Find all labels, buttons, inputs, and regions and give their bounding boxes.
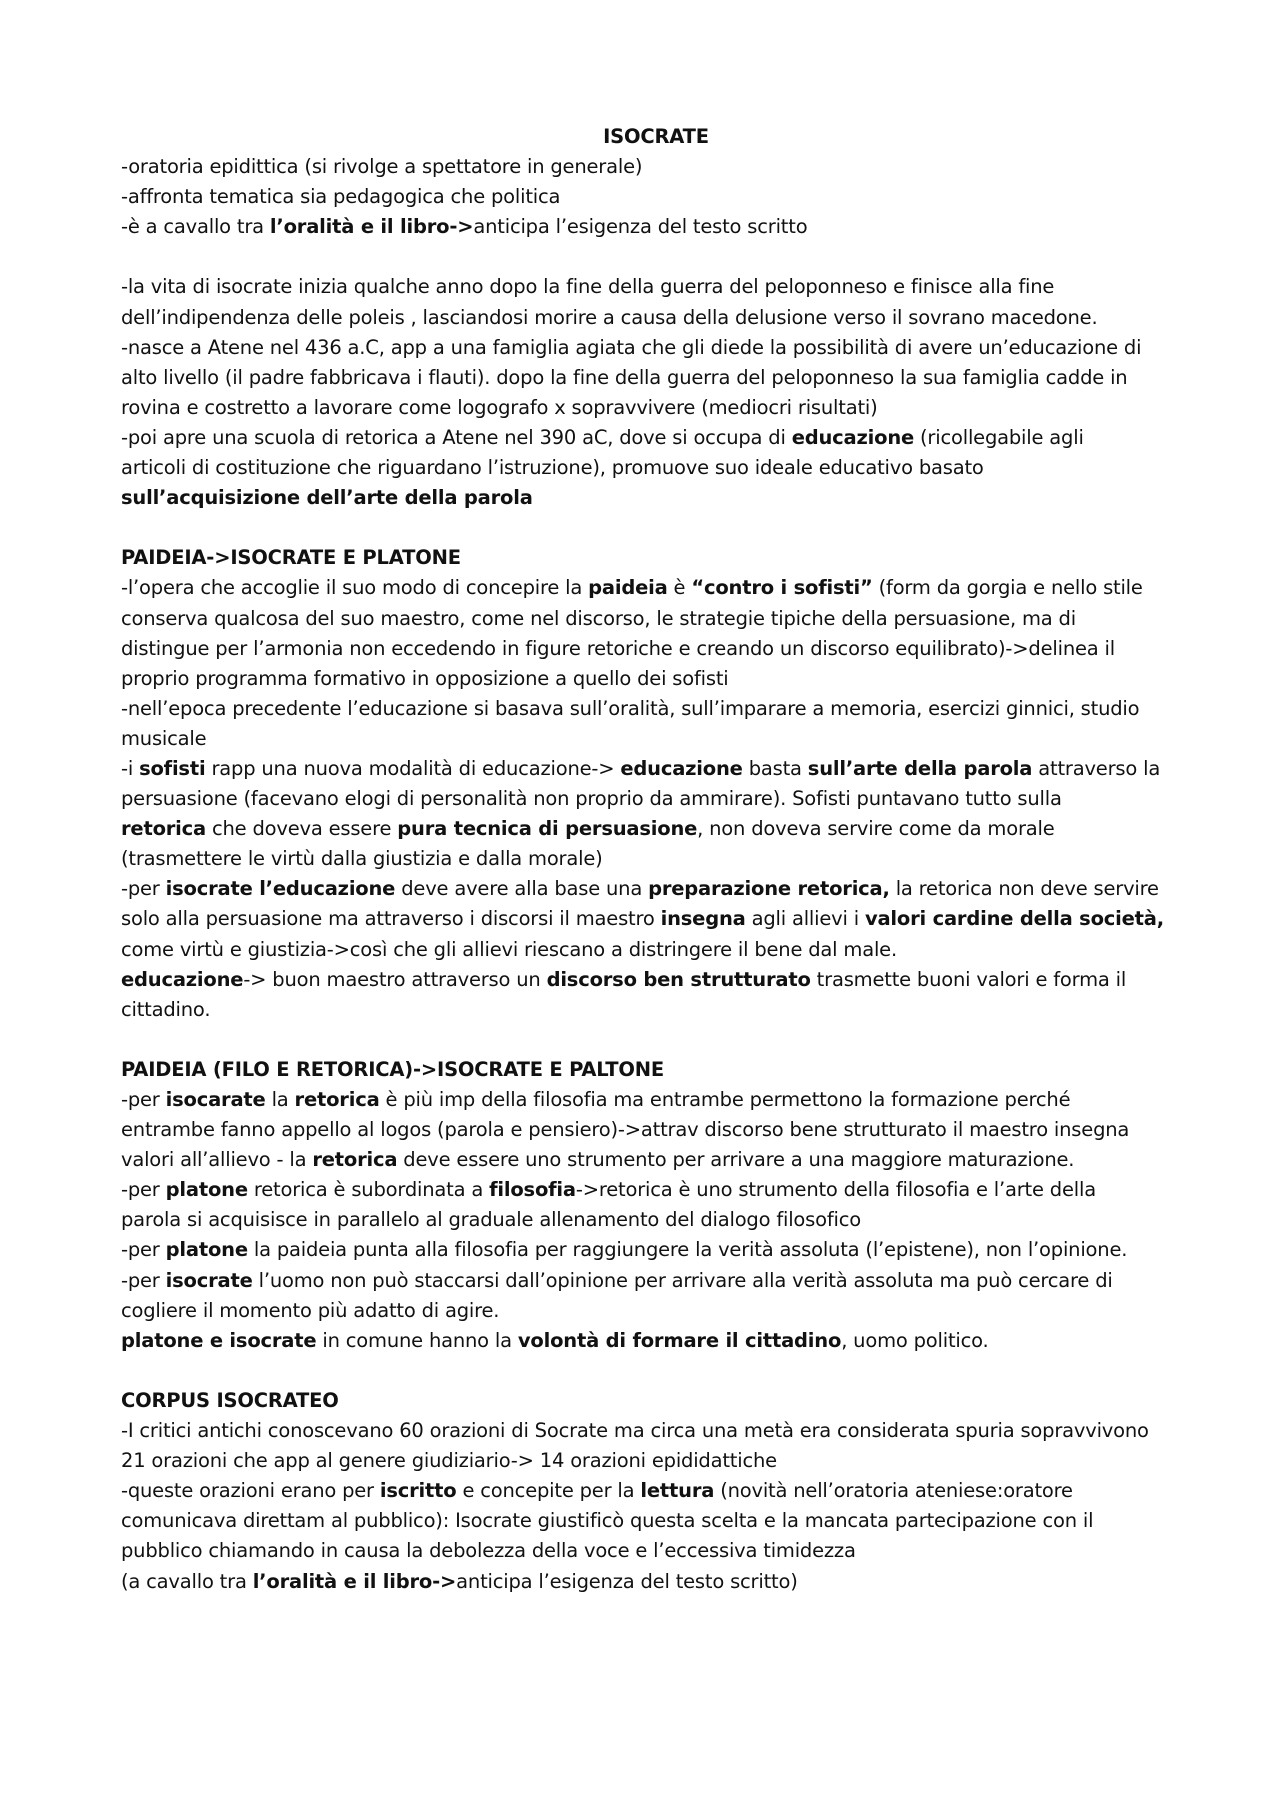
text-segment: la paideia punta alla filosofia per raggiungere la verità assoluta (l’epistene), non l’opinione. [247, 1238, 1128, 1262]
text-segment: è più imp della filosofia ma entrambe permettono la formazione perché [379, 1088, 1071, 1111]
text-segment: -per [121, 1088, 166, 1111]
text-segment: rovina e costretto a lavorare come logografo x sopravvivere (mediocri risultati) [121, 395, 878, 419]
text-segment: la [265, 1088, 295, 1111]
text-line [121, 814, 1191, 844]
text-segment: -è a cavallo tra [121, 215, 270, 239]
text-segment: (trasmettere le virtù dalla giustizia e dalla morale) [121, 847, 603, 871]
text-segment: (a cavallo tra [121, 1569, 253, 1593]
bold-text: filosofia [489, 1178, 576, 1202]
text-line [121, 1085, 1191, 1115]
text-line [121, 363, 1191, 393]
bold-text: sull’acquisizione dell’arte della parola [121, 486, 533, 510]
text-segment: conserva qualcosa del suo maestro, come nel discorso, le strategie tipiche della persuasione, ma di [121, 606, 1076, 630]
text-line [121, 874, 1191, 904]
bold-text: preparazione retorica, [648, 877, 890, 901]
bold-text: platone [165, 1178, 248, 1202]
bold-text: PAIDEIA->ISOCRATE E PLATONE [121, 546, 461, 570]
text-segment: -nasce a Atene nel 436 a.C, app a una famiglia agiata che gli diede la possibilità di avere un’educazione di [121, 335, 1142, 359]
text-line [121, 995, 1191, 1025]
text-segment: (form da gorgia e nello stile [872, 576, 1143, 600]
text-line [121, 1326, 1191, 1356]
text-line [121, 935, 1191, 965]
text-segment: valori all’allievo - la [121, 1148, 313, 1172]
section-heading [121, 1055, 1191, 1085]
bold-text: platone e isocrate [121, 1328, 317, 1352]
text-line [121, 694, 1191, 724]
text-line [121, 1296, 1191, 1326]
text-segment: deve avere alla base una [395, 877, 649, 901]
text-segment: -affronta tematica sia pedagogica che politica [121, 185, 561, 209]
text-line [121, 1567, 1191, 1597]
document-page [121, 122, 1191, 1597]
bold-text: l’oralità e il libro-> [252, 1569, 457, 1593]
bold-text: iscritto [379, 1479, 457, 1503]
text-line [121, 1145, 1191, 1175]
text-segment: in comune hanno la [316, 1328, 518, 1352]
text-segment: distingue per l’armonia non eccedendo in figure retoriche e creando un discorso equilibrato)->delinea il [121, 636, 1115, 660]
text-line [121, 1115, 1191, 1145]
paragraph-gap [121, 513, 1191, 543]
text-segment: attraverso la [1032, 756, 1161, 780]
text-line [121, 844, 1191, 874]
text-line [121, 634, 1191, 664]
text-segment: (ricollegabile agli [914, 425, 1084, 449]
text-segment: la retorica non deve servire [889, 877, 1159, 901]
text-segment: -per [121, 1268, 166, 1292]
text-line [121, 1536, 1191, 1566]
bold-text: volontà di formare il cittadino [517, 1328, 842, 1352]
text-segment: -i [121, 756, 140, 780]
text-segment: -poi apre una scuola di retorica a Atene nel 390 aC, dove si occupa di [121, 425, 792, 449]
text-line [121, 724, 1191, 754]
bold-text: retorica [294, 1088, 380, 1111]
text-segment: musicale [121, 726, 207, 750]
text-segment: che doveva essere [205, 817, 398, 841]
text-segment: pubblico chiamando in causa la debolezza della voce e l’eccessiva timidezza [121, 1539, 856, 1563]
text-segment: agli allievi i [745, 907, 865, 931]
text-line [121, 604, 1191, 634]
text-line [121, 1506, 1191, 1536]
section-heading [121, 1386, 1191, 1416]
bold-text: educazione [791, 425, 915, 449]
bold-text: l’oralità e il libro-> [269, 215, 474, 239]
text-segment: trasmette buoni valori e forma il [810, 967, 1127, 991]
text-line [121, 573, 1191, 603]
text-line [121, 303, 1191, 333]
text-segment: -per [121, 877, 166, 901]
text-segment: -I critici antichi conoscevano 60 orazioni di Socrate ma circa una metà era considerata spuria sopravvivono [121, 1419, 1149, 1443]
text-segment: -la vita di isocrate inizia qualche anno dopo la fine della guerra del peloponneso e finisce alla fine [121, 275, 1055, 299]
bold-text: educazione [121, 967, 244, 991]
bold-text: CORPUS ISOCRATEO [121, 1388, 339, 1412]
text-line [121, 272, 1191, 302]
bold-text: isocrate [165, 1268, 253, 1292]
bold-text: paideia [588, 576, 668, 600]
text-segment: e concepite per la [456, 1479, 641, 1503]
text-line [121, 664, 1191, 694]
bold-text: insegna [660, 907, 746, 931]
text-segment: rapp una nuova modalità di educazione-> [205, 756, 621, 780]
text-line [121, 393, 1191, 423]
text-line [121, 904, 1191, 934]
bold-text: platone [165, 1238, 248, 1262]
bold-text: sull’arte della parola [807, 756, 1033, 780]
bold-text: retorica [121, 817, 206, 841]
text-segment: è [667, 576, 692, 600]
text-line [121, 965, 1191, 995]
text-segment: , uomo politico. [841, 1328, 989, 1352]
text-segment: dell’indipendenza delle poleis , lasciandosi morire a causa della delusione verso il sovrano macedone. [121, 305, 1098, 329]
text-segment: parola si acquisisce in parallelo al graduale allenamento del dialogo filosofico [121, 1208, 861, 1232]
text-line [121, 1175, 1191, 1205]
text-segment: , non doveva servire come da morale [697, 817, 1055, 841]
text-segment: 21 orazioni che app al genere giudiziario-> 14 orazioni epididattiche [121, 1449, 777, 1473]
text-segment: cittadino. [121, 997, 211, 1021]
text-line [121, 754, 1191, 784]
bold-text: PAIDEIA (FILO E RETORICA)->ISOCRATE E PALTONE [121, 1057, 665, 1081]
text-line [121, 453, 1191, 483]
text-segment: alto livello (il padre fabbricava i flauti). dopo la fine della guerra del peloponneso la sua famiglia cadde in [121, 365, 1128, 389]
text-line [121, 1205, 1191, 1235]
bold-text: discorso ben strutturato [546, 967, 811, 991]
text-line [121, 784, 1191, 814]
paragraph-gap [121, 242, 1191, 272]
text-line [121, 152, 1191, 182]
text-line [121, 182, 1191, 212]
text-segment: solo alla persuasione ma attraverso i discorsi il maestro [121, 907, 661, 931]
text-segment: retorica è subordinata a [247, 1178, 490, 1202]
text-line [121, 1416, 1191, 1446]
bold-text: valori cardine della società, [864, 907, 1164, 931]
text-line [121, 333, 1191, 363]
text-segment: -per [121, 1178, 166, 1202]
text-line [121, 483, 1191, 513]
bold-text: retorica [312, 1148, 398, 1172]
document-title [121, 122, 1191, 152]
paragraph-gap [121, 1356, 1191, 1386]
text-segment: -> buon maestro attraverso un [243, 967, 547, 991]
text-segment: ->retorica è uno strumento della filosofia e l’arte della [575, 1178, 1096, 1202]
text-segment: entrambe fanno appello al logos (parola e pensiero)->attrav discorso bene strutturato il maestro insegna [121, 1118, 1130, 1142]
text-segment: -l’opera che accoglie il suo modo di concepire la [121, 576, 589, 600]
text-segment: proprio programma formativo in opposizione a quello dei sofisti [121, 666, 729, 690]
text-segment: cogliere il momento più adatto di agire. [121, 1298, 500, 1322]
text-segment: persuasione (facevano elogi di personalità non proprio da ammirare). Sofisti puntavano tutto sulla [121, 787, 1062, 811]
text-segment: basta [742, 756, 808, 780]
text-segment: anticipa l’esigenza del testo scritto [473, 215, 808, 239]
text-line [121, 1446, 1191, 1476]
bold-text: educazione [620, 756, 743, 780]
text-line [121, 1235, 1191, 1265]
bold-text: isocarate [165, 1088, 266, 1111]
text-segment: -nell’epoca precedente l’educazione si basava sull’oralità, sull’imparare a memoria, esercizi ginnici, studio [121, 696, 1140, 720]
text-segment: (novità nell’oratoria ateniese:oratore [714, 1479, 1073, 1503]
bold-text: isocrate l’educazione [165, 877, 396, 901]
section-heading [121, 543, 1191, 573]
text-line [121, 1476, 1191, 1506]
text-line [121, 1266, 1191, 1296]
paragraph-gap [121, 1025, 1191, 1055]
text-line [121, 212, 1191, 242]
text-line [121, 423, 1191, 453]
text-segment: -per [121, 1238, 166, 1262]
text-segment: deve essere uno strumento per arrivare a una maggiore maturazione. [397, 1148, 1075, 1172]
bold-text: pura tecnica di persuasione [397, 817, 698, 841]
text-segment: articoli di costituzione che riguardano l’istruzione), promuove suo ideale educativo basato [121, 456, 984, 480]
text-segment: comunicava direttam al pubblico): Isocrate giustificò questa scelta e la mancata partecipazione con il [121, 1509, 1094, 1533]
bold-text: sofisti [139, 756, 206, 780]
bold-text: lettura [640, 1479, 715, 1503]
bold-text: “contro i sofisti” [691, 576, 873, 600]
text-segment: l’uomo non può staccarsi dall’opinione per arrivare alla verità assoluta ma può cercare di [252, 1268, 1113, 1292]
text-segment: -oratoria epidittica (si rivolge a spettatore in generale) [121, 155, 643, 179]
text-segment: anticipa l’esigenza del testo scritto) [456, 1569, 798, 1593]
text-segment: come virtù e giustizia->così che gli allievi riescano a distringere il bene dal male. [121, 937, 897, 961]
text-segment: -queste orazioni erano per [121, 1479, 380, 1503]
bold-text: ISOCRATE [603, 125, 709, 148]
